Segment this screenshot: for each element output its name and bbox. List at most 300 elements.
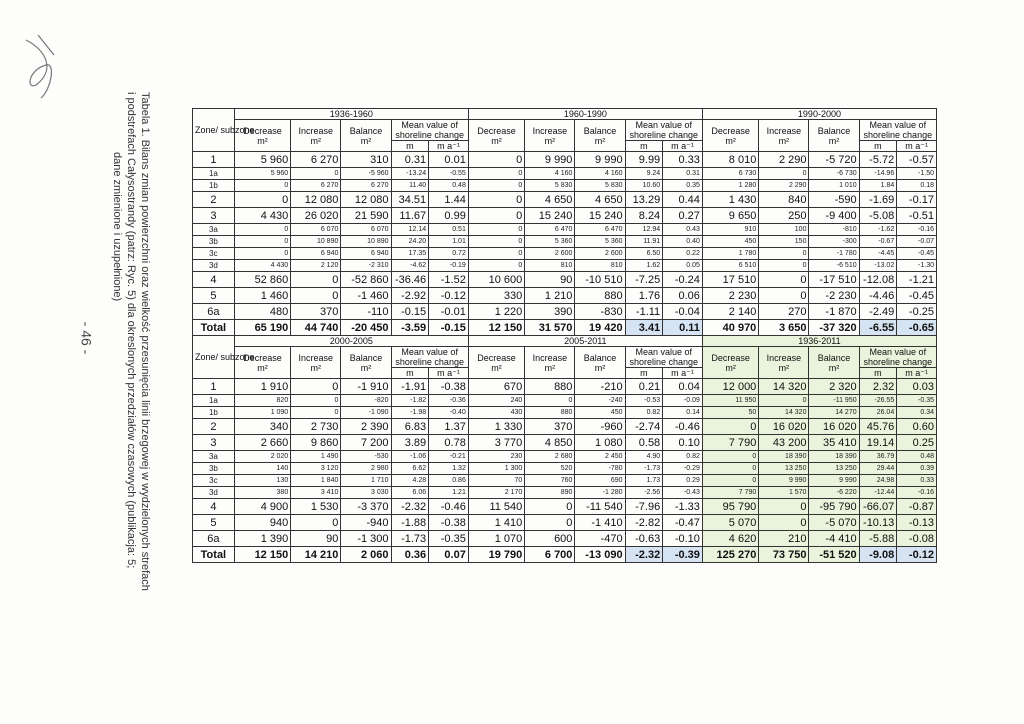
- value-cell: 0: [291, 395, 341, 407]
- value-cell: -9 400: [809, 208, 859, 224]
- value-cell: 0.25: [897, 435, 937, 451]
- value-cell: 210: [759, 531, 809, 547]
- increase-label: Increase: [532, 352, 568, 363]
- unit-m2: m²: [491, 362, 502, 373]
- value-cell: 0: [468, 224, 524, 236]
- mean-header: Mean value of shoreline change: [625, 120, 702, 141]
- value-cell: 65 190: [234, 320, 290, 336]
- balance-label: Balance: [583, 352, 617, 363]
- value-cell: 0.48: [429, 180, 469, 192]
- value-cell: 690: [575, 475, 625, 487]
- value-cell: -4 410: [809, 531, 859, 547]
- value-cell: 240: [468, 395, 524, 407]
- value-cell: 0: [759, 248, 809, 260]
- value-cell: 0: [468, 180, 524, 192]
- value-cell: -1 870: [809, 304, 859, 320]
- value-cell: 1.76: [625, 288, 663, 304]
- zone-cell: 1a: [193, 395, 235, 407]
- balance-label: Balance: [349, 125, 383, 136]
- value-cell: -6 220: [809, 487, 859, 499]
- value-cell: 330: [468, 288, 524, 304]
- increase-label: Increase: [766, 125, 802, 136]
- value-cell: 0.36: [391, 547, 429, 563]
- table-row: [193, 379, 937, 395]
- unit-ma: m a⁻¹: [429, 141, 469, 152]
- value-cell: 520: [525, 463, 575, 475]
- decrease-label: Decrease: [243, 125, 282, 136]
- value-cell: -6.55: [859, 320, 897, 336]
- zone-cell: Total: [193, 320, 235, 336]
- zone-cell: 3c: [193, 248, 235, 260]
- unit-m: m: [391, 368, 429, 379]
- value-cell: -2 310: [341, 260, 391, 272]
- value-cell: 0: [234, 180, 290, 192]
- value-cell: 0.82: [625, 407, 663, 419]
- value-cell: 0: [234, 192, 290, 208]
- value-cell: -2.92: [391, 288, 429, 304]
- value-cell: 8.24: [625, 208, 663, 224]
- value-cell: -2.32: [625, 547, 663, 563]
- unit-m: m: [859, 368, 897, 379]
- value-cell: 910: [702, 224, 758, 236]
- value-cell: 0.35: [663, 180, 703, 192]
- value-cell: 6 270: [341, 180, 391, 192]
- table-row: [193, 419, 937, 435]
- zone-cell: 1: [193, 379, 235, 395]
- value-cell: 18 390: [759, 451, 809, 463]
- value-cell: 130: [234, 475, 290, 487]
- value-cell: -0.17: [897, 192, 937, 208]
- value-cell: 0.22: [663, 248, 703, 260]
- value-cell: -0.16: [897, 487, 937, 499]
- value-cell: -210: [575, 379, 625, 395]
- value-cell: 1 300: [468, 463, 524, 475]
- value-cell: 4 430: [234, 208, 290, 224]
- value-cell: 0: [291, 407, 341, 419]
- value-cell: 1 460: [234, 288, 290, 304]
- decrease-label: Decrease: [711, 352, 750, 363]
- value-cell: 6.62: [391, 463, 429, 475]
- value-cell: 0: [468, 248, 524, 260]
- value-cell: 0.33: [663, 152, 703, 168]
- value-cell: -20 450: [341, 320, 391, 336]
- value-cell: -66.07: [859, 499, 897, 515]
- value-cell: 2 600: [575, 248, 625, 260]
- value-cell: 36.79: [859, 451, 897, 463]
- value-cell: 16 020: [809, 419, 859, 435]
- value-cell: -6 510: [809, 260, 859, 272]
- zone-cell: 3: [193, 435, 235, 451]
- value-cell: 0.82: [663, 451, 703, 463]
- value-cell: 0.58: [625, 435, 663, 451]
- table-row: [193, 180, 937, 192]
- value-cell: 14 320: [759, 407, 809, 419]
- value-cell: 16 020: [759, 419, 809, 435]
- value-cell: 9 990: [575, 152, 625, 168]
- value-cell: 19.14: [859, 435, 897, 451]
- value-cell: -0.47: [663, 515, 703, 531]
- value-cell: -11 950: [809, 395, 859, 407]
- value-cell: 6 070: [341, 224, 391, 236]
- value-cell: 0: [468, 260, 524, 272]
- value-cell: -0.63: [625, 531, 663, 547]
- value-cell: -0.29: [663, 463, 703, 475]
- value-cell: 810: [575, 260, 625, 272]
- value-cell: 2 660: [234, 435, 290, 451]
- value-cell: -0.67: [859, 236, 897, 248]
- value-cell: 125 270: [702, 547, 758, 563]
- value-cell: -0.40: [429, 407, 469, 419]
- value-cell: 370: [291, 304, 341, 320]
- value-cell: 0.39: [897, 463, 937, 475]
- value-cell: 6 470: [575, 224, 625, 236]
- value-cell: 0: [468, 208, 524, 224]
- unit-m2: m²: [310, 362, 322, 373]
- table-row: [193, 407, 937, 419]
- value-cell: 0.33: [897, 475, 937, 487]
- value-cell: 0.31: [391, 152, 429, 168]
- zone-cell: 1a: [193, 168, 235, 180]
- value-cell: 12 000: [702, 379, 758, 395]
- value-cell: 2 390: [341, 419, 391, 435]
- value-cell: 0.07: [429, 547, 469, 563]
- value-cell: -0.38: [429, 379, 469, 395]
- table-row: [193, 435, 937, 451]
- value-cell: 0: [702, 475, 758, 487]
- value-cell: 760: [525, 475, 575, 487]
- value-cell: 15 240: [575, 208, 625, 224]
- value-cell: 1 430: [702, 192, 758, 208]
- value-cell: -10 510: [575, 272, 625, 288]
- table-row: [193, 208, 937, 224]
- value-cell: -0.65: [897, 320, 937, 336]
- value-cell: 0: [291, 379, 341, 395]
- increase-label: Increase: [298, 352, 334, 363]
- unit-ma: m a⁻¹: [897, 141, 937, 152]
- value-cell: 5 830: [525, 180, 575, 192]
- mean-header: Mean value of shoreline change: [625, 347, 702, 368]
- zone-cell: 2: [193, 419, 235, 435]
- unit-m2: m²: [828, 135, 840, 146]
- value-cell: -1.69: [859, 192, 897, 208]
- value-cell: 19 420: [575, 320, 625, 336]
- zone-cell: 6a: [193, 304, 235, 320]
- value-cell: 0: [759, 272, 809, 288]
- unit-m2: m²: [725, 135, 736, 146]
- table-row: [193, 463, 937, 475]
- value-cell: 15 240: [525, 208, 575, 224]
- value-cell: 1 910: [234, 379, 290, 395]
- value-cell: -110: [341, 304, 391, 320]
- value-cell: 0: [291, 168, 341, 180]
- unit-m2: m²: [828, 362, 840, 373]
- value-cell: 5 960: [234, 152, 290, 168]
- value-cell: -470: [575, 531, 625, 547]
- value-cell: 0.06: [663, 288, 703, 304]
- value-cell: 890: [525, 487, 575, 499]
- value-cell: 0.72: [429, 248, 469, 260]
- value-cell: -0.19: [429, 260, 469, 272]
- value-cell: 840: [759, 192, 809, 208]
- value-cell: 480: [234, 304, 290, 320]
- value-cell: 73 750: [759, 547, 809, 563]
- value-cell: 4.90: [625, 451, 663, 463]
- value-cell: 0.48: [897, 451, 937, 463]
- unit-m2: m²: [778, 362, 790, 373]
- value-cell: -13 090: [575, 547, 625, 563]
- balance-header: [809, 120, 859, 152]
- value-cell: 0.34: [897, 407, 937, 419]
- value-cell: -17 510: [809, 272, 859, 288]
- value-cell: 12.14: [391, 224, 429, 236]
- value-cell: -1.88: [391, 515, 429, 531]
- value-cell: 0.14: [663, 407, 703, 419]
- decrease-label: Decrease: [711, 125, 750, 136]
- value-cell: -1 280: [575, 487, 625, 499]
- zone-cell: 1: [193, 152, 235, 168]
- value-cell: 250: [759, 208, 809, 224]
- value-cell: 13 250: [809, 463, 859, 475]
- value-cell: -1.73: [391, 531, 429, 547]
- value-cell: -0.45: [897, 288, 937, 304]
- value-cell: 5 960: [234, 168, 290, 180]
- value-cell: 3.41: [625, 320, 663, 336]
- value-cell: 11.91: [625, 236, 663, 248]
- value-cell: 19 790: [468, 547, 524, 563]
- value-cell: 4.28: [391, 475, 429, 487]
- value-cell: -0.15: [429, 320, 469, 336]
- value-cell: 0: [234, 224, 290, 236]
- value-cell: 0: [525, 515, 575, 531]
- value-cell: -780: [575, 463, 625, 475]
- table-row: [193, 475, 937, 487]
- value-cell: -5 070: [809, 515, 859, 531]
- value-cell: -1 090: [341, 407, 391, 419]
- zone-cell: 5: [193, 288, 235, 304]
- zone-cell: 3d: [193, 260, 235, 272]
- value-cell: 270: [759, 304, 809, 320]
- unit-m2: m²: [725, 362, 736, 373]
- value-cell: 12.94: [625, 224, 663, 236]
- value-cell: 12 150: [234, 547, 290, 563]
- value-cell: 4 160: [525, 168, 575, 180]
- decrease-header: [468, 347, 524, 379]
- value-cell: 880: [575, 288, 625, 304]
- value-cell: 0: [702, 451, 758, 463]
- value-cell: 11.40: [391, 180, 429, 192]
- value-cell: 2 140: [702, 304, 758, 320]
- value-cell: 12 080: [341, 192, 391, 208]
- value-cell: 3 410: [291, 487, 341, 499]
- value-cell: 35 410: [809, 435, 859, 451]
- value-cell: 3 030: [341, 487, 391, 499]
- value-cell: 14 210: [291, 547, 341, 563]
- value-cell: 0: [234, 248, 290, 260]
- decrease-header: [702, 347, 758, 379]
- caption-line-3: dane zmienione i uzupełnione): [111, 152, 123, 302]
- unit-ma: m a⁻¹: [663, 141, 703, 152]
- period-header: 1936-2011: [702, 336, 936, 347]
- increase-header: [525, 347, 575, 379]
- value-cell: 0: [525, 499, 575, 515]
- value-cell: 3 120: [291, 463, 341, 475]
- value-cell: -11 540: [575, 499, 625, 515]
- value-cell: 430: [468, 407, 524, 419]
- header-row-periods: [193, 336, 937, 347]
- value-cell: 100: [759, 224, 809, 236]
- table-row: [193, 487, 937, 499]
- zone-cell: 3a: [193, 224, 235, 236]
- value-cell: 450: [575, 407, 625, 419]
- value-cell: 310: [341, 152, 391, 168]
- value-cell: 11 950: [702, 395, 758, 407]
- zone-cell: 3b: [193, 463, 235, 475]
- zone-cell: 3d: [193, 487, 235, 499]
- value-cell: -2 230: [809, 288, 859, 304]
- unit-m2: m²: [544, 135, 556, 146]
- table-row: [193, 260, 937, 272]
- value-cell: -0.10: [663, 531, 703, 547]
- table-row: [193, 168, 937, 180]
- value-cell: -0.38: [429, 515, 469, 531]
- value-cell: 0.86: [429, 475, 469, 487]
- value-cell: 26 020: [291, 208, 341, 224]
- value-cell: 3 650: [759, 320, 809, 336]
- value-cell: 70: [468, 475, 524, 487]
- period-header: 1960-1990: [468, 109, 702, 120]
- zone-cell: 4: [193, 272, 235, 288]
- value-cell: 6 700: [525, 547, 575, 563]
- value-cell: 0.11: [663, 320, 703, 336]
- value-cell: 0.78: [429, 435, 469, 451]
- increase-label: Increase: [766, 352, 802, 363]
- value-cell: 1.44: [429, 192, 469, 208]
- period-header: 2000-2005: [234, 336, 468, 347]
- value-cell: 0: [468, 192, 524, 208]
- table-row: [193, 288, 937, 304]
- value-cell: -240: [575, 395, 625, 407]
- value-cell: -1 460: [341, 288, 391, 304]
- table-row: [193, 515, 937, 531]
- value-cell: 1 710: [341, 475, 391, 487]
- value-cell: 2 980: [341, 463, 391, 475]
- value-cell: 2 320: [809, 379, 859, 395]
- value-cell: 9.24: [625, 168, 663, 180]
- value-cell: 1 080: [575, 435, 625, 451]
- value-cell: 6 270: [291, 152, 341, 168]
- value-cell: 1.62: [625, 260, 663, 272]
- value-cell: 5 360: [575, 236, 625, 248]
- unit-m: m: [625, 141, 663, 152]
- value-cell: -820: [341, 395, 391, 407]
- period-header: 2005-2011: [468, 336, 702, 347]
- value-cell: 2 060: [341, 547, 391, 563]
- value-cell: 6 940: [341, 248, 391, 260]
- value-cell: 1 390: [234, 531, 290, 547]
- balance-header: [341, 347, 391, 379]
- value-cell: -0.43: [663, 487, 703, 499]
- value-cell: -1 410: [575, 515, 625, 531]
- balance-header: [809, 347, 859, 379]
- value-cell: 9 860: [291, 435, 341, 451]
- value-cell: -5.08: [859, 208, 897, 224]
- value-cell: -0.08: [897, 531, 937, 547]
- value-cell: -0.09: [663, 395, 703, 407]
- value-cell: -0.24: [663, 272, 703, 288]
- mean-header: Mean value of shoreline change: [391, 120, 468, 141]
- value-cell: 45.76: [859, 419, 897, 435]
- value-cell: 11.67: [391, 208, 429, 224]
- value-cell: -2.49: [859, 304, 897, 320]
- decrease-label: Decrease: [477, 125, 516, 136]
- value-cell: 7 790: [702, 435, 758, 451]
- period-header: 1990-2000: [702, 109, 936, 120]
- value-cell: 0.21: [625, 379, 663, 395]
- value-cell: -5.72: [859, 152, 897, 168]
- value-cell: -0.12: [897, 547, 937, 563]
- value-cell: 2 600: [525, 248, 575, 260]
- value-cell: 0: [234, 236, 290, 248]
- value-cell: 40 970: [702, 320, 758, 336]
- value-cell: 52 860: [234, 272, 290, 288]
- value-cell: 7 200: [341, 435, 391, 451]
- value-cell: 10 890: [291, 236, 341, 248]
- table-row: [193, 248, 937, 260]
- value-cell: -9.08: [859, 547, 897, 563]
- value-cell: -4.45: [859, 248, 897, 260]
- mean-header: Mean value of shoreline change: [859, 347, 936, 368]
- table-row: [193, 451, 937, 463]
- value-cell: 17.35: [391, 248, 429, 260]
- table-row: [193, 499, 937, 515]
- value-cell: 340: [234, 419, 290, 435]
- value-cell: 9 990: [809, 475, 859, 487]
- zone-cell: Total: [193, 547, 235, 563]
- unit-ma: m a⁻¹: [429, 368, 469, 379]
- value-cell: 12 150: [468, 320, 524, 336]
- value-cell: 6.50: [625, 248, 663, 260]
- value-cell: 6.83: [391, 419, 429, 435]
- value-cell: 4 650: [525, 192, 575, 208]
- value-cell: 0: [702, 419, 758, 435]
- unit-m2: m²: [257, 135, 268, 146]
- value-cell: -26.55: [859, 395, 897, 407]
- unit-ma: m a⁻¹: [897, 368, 937, 379]
- zone-cell: 3b: [193, 236, 235, 248]
- value-cell: 0: [759, 515, 809, 531]
- value-cell: 0: [759, 499, 809, 515]
- value-cell: -0.39: [663, 547, 703, 563]
- value-cell: -12.08: [859, 272, 897, 288]
- value-cell: 90: [525, 272, 575, 288]
- value-cell: 1 090: [234, 407, 290, 419]
- value-cell: -2.56: [625, 487, 663, 499]
- value-cell: 0: [525, 395, 575, 407]
- decrease-label: Decrease: [243, 352, 282, 363]
- value-cell: 11 540: [468, 499, 524, 515]
- value-cell: -0.13: [897, 515, 937, 531]
- value-cell: 21 590: [341, 208, 391, 224]
- value-cell: 10 890: [341, 236, 391, 248]
- value-cell: -1.21: [897, 272, 937, 288]
- balance-header: [341, 120, 391, 152]
- value-cell: 90: [291, 531, 341, 547]
- value-cell: -0.51: [897, 208, 937, 224]
- zone-cell: 4: [193, 499, 235, 515]
- table-row: [193, 395, 937, 407]
- unit-ma: m a⁻¹: [663, 368, 703, 379]
- value-cell: 0: [468, 236, 524, 248]
